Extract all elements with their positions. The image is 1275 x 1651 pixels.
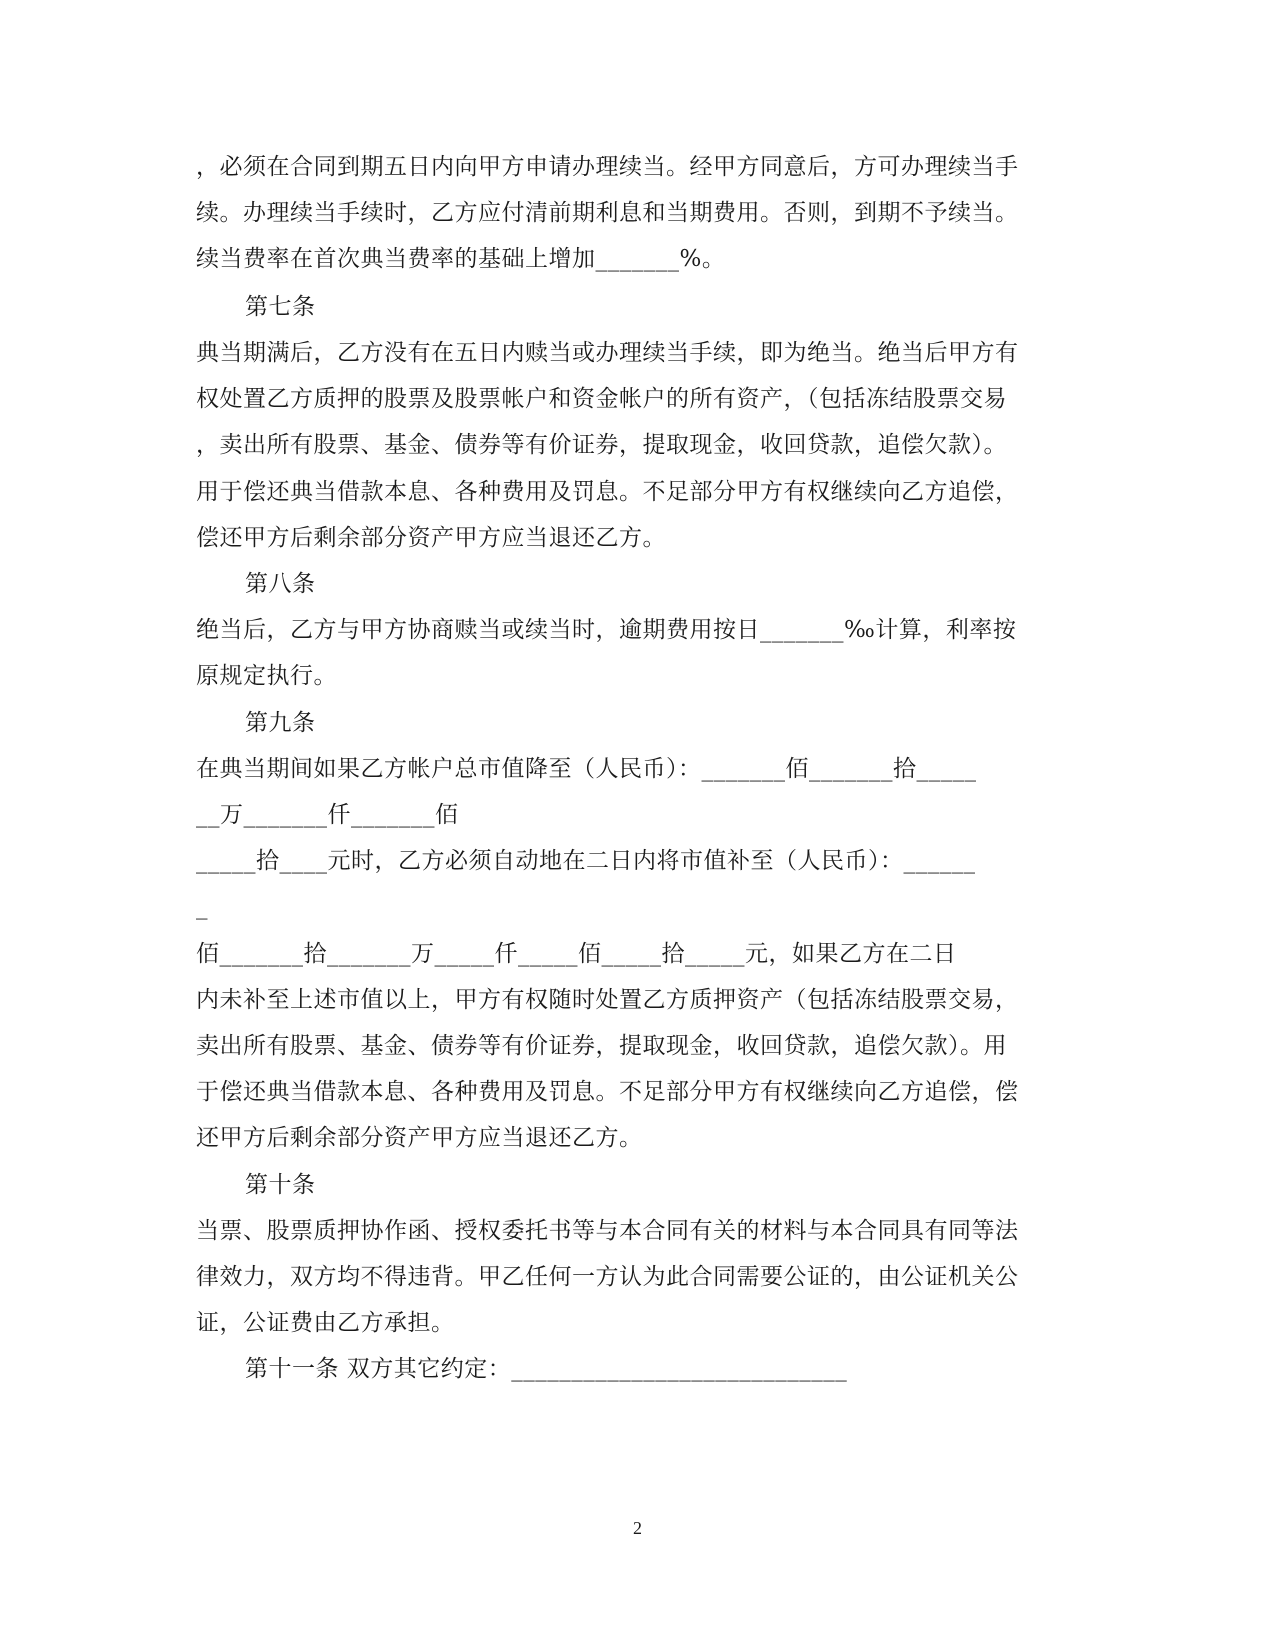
text-line: 续当费率在首次典当费率的基础上增加_______%。 [196,246,726,272]
page-number: 2 [633,1518,642,1538]
article-heading: 第八条 [245,571,316,597]
text-line: 偿还甲方后剩余部分资产甲方应当退还乙方。 [196,525,666,551]
text-line: 用于偿还典当借款本息、各种费用及罚息。不足部分甲方有权继续向乙方追偿， [196,479,1019,505]
text-line: 佰_______拾_______万_____仟_____佰_____拾_____元，如果乙方在二日 [196,941,957,967]
text-line: 在典当期间如果乙方帐户总市值降至（人民币）：_______佰_______拾_____ [196,756,977,782]
text-line: 证，公证费由乙方承担。 [196,1310,455,1336]
text-line: _ [196,894,208,920]
text-line: 内未补至上述市值以上，甲方有权随时处置乙方质押资产（包括冻结股票交易， [196,987,1019,1013]
article-heading: 第十条 [245,1172,316,1198]
text-line: 当票、股票质押协作函、授权委托书等与本合同有关的材料与本合同具有同等法 [196,1218,1019,1244]
text-line: ，卖出所有股票、基金、债券等有价证券，提取现金，收回贷款，追偿欠款）。 [196,432,1007,458]
text-line: 于偿还典当借款本息、各种费用及罚息。不足部分甲方有权继续向乙方追偿，偿 [196,1079,1019,1105]
text-line: 还甲方后剩余部分资产甲方应当退还乙方。 [196,1125,643,1151]
text-line: __万_______仟_______佰 [196,802,459,828]
text-line: 权处置乙方质押的股票及股票帐户和资金帐户的所有资产，（包括冻结股票交易 [196,386,1007,412]
text-line: 续。办理续当手续时，乙方应付清前期利息和当期费用。否则，到期不予续当。 [196,200,1019,226]
text-line: ，必须在合同到期五日内向甲方申请办理续当。经甲方同意后，方可办理续当手 [196,154,1019,180]
text-line: 绝当后，乙方与甲方协商赎当或续当时，逾期费用按日_______‰计算，利率按 [196,617,1017,643]
text-line: 卖出所有股票、基金、债券等有价证券，提取现金，收回贷款，追偿欠款）。用 [196,1033,1007,1059]
article-heading: 第九条 [245,710,316,736]
text-line: 原规定执行。 [196,663,337,689]
text-line: _____拾____元时，乙方必须自动地在二日内将市值补至（人民币）：______ [196,848,976,874]
article-heading: 第十一条 双方其它约定：____________________________ [245,1356,848,1382]
text-line: 典当期满后，乙方没有在五日内赎当或办理续当手续，即为绝当。绝当后甲方有 [196,340,1019,366]
article-heading: 第七条 [245,294,316,320]
text-line: 律效力，双方均不得违背。甲乙任何一方认为此合同需要公证的，由公证机关公 [196,1264,1019,1290]
